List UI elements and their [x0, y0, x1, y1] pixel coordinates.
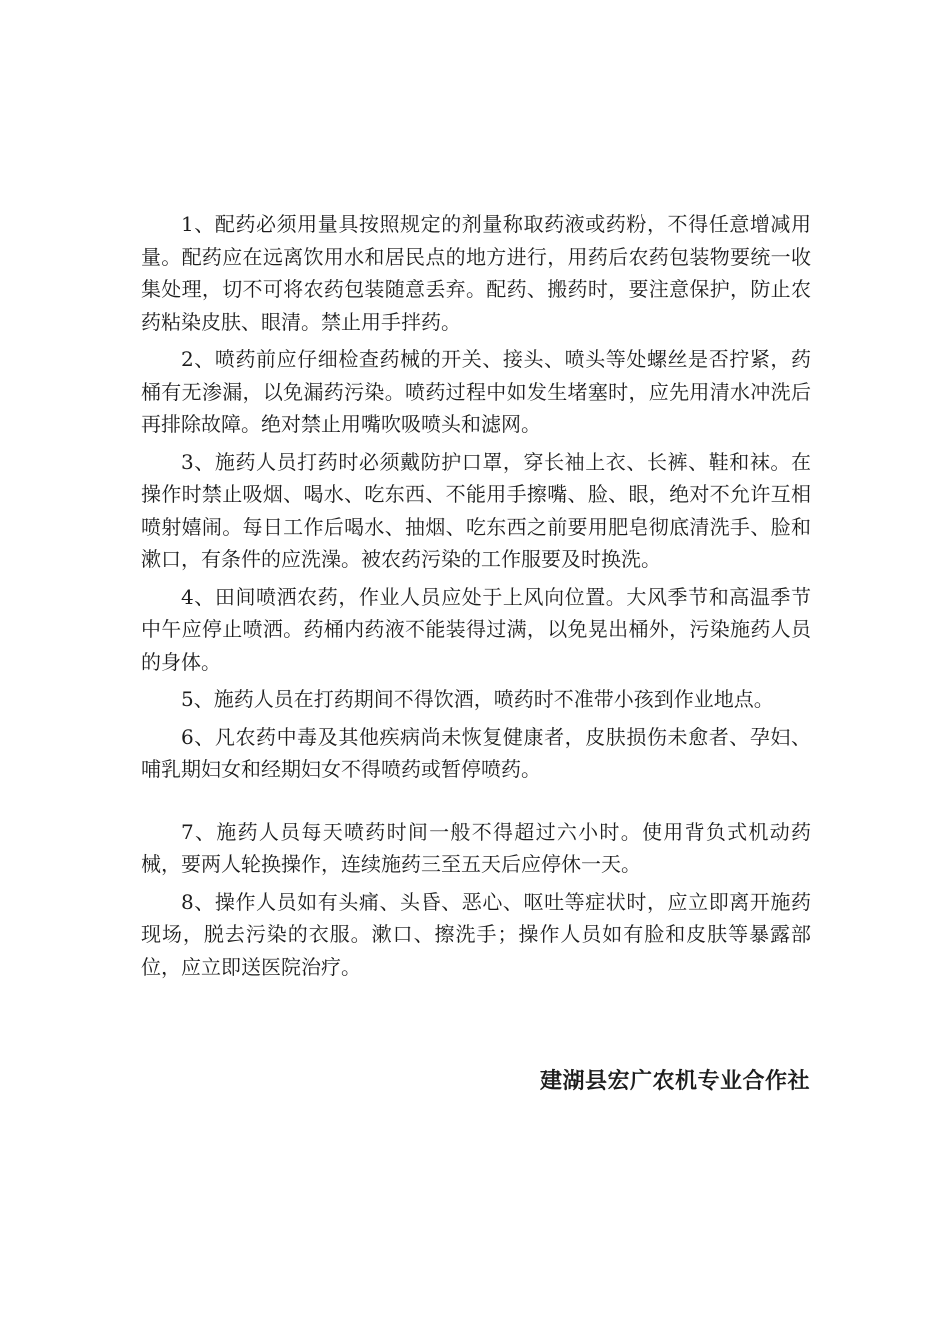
paragraph-3: 3、施药人员打药时必须戴防护口罩，穿长袖上衣、长裤、鞋和袜。在操作时禁止吸烟、喝水、吃东西、不能用手擦嘴、脸、眼，绝对不允许互相喷射嬉闹。每日工作后喝水、抽烟、吃东西之前要用肥皂彻底清洗手、脸和漱口，有条件的应洗澡。被农药污染的工作服要及时换洗。 — [141, 449, 811, 571]
paragraph-5: 5、施药人员在打药期间不得饮酒，喷药时不准带小孩到作业地点。 — [181, 687, 774, 711]
paragraph-4: 4、田间喷洒农药，作业人员应处于上风向位置。大风季节和高温季节中午应停止喷洒。药桶内药液不能装得过满，以免晃出桶外，污染施药人员的身体。 — [141, 584, 811, 674]
paragraph-1: 1、配药必须用量具按照规定的剂量称取药液或药粉，不得任意增减用量。配药应在远离饮用水和居民点的地方进行，用药后农药包装物要统一收集处理，切不可将农药包装随意丢弃。配药、搬药时，要注意保护，防止农药粘染皮肤、眼清。禁止用手拌药。 — [141, 212, 811, 334]
paragraph-7: 7、施药人员每天喷药时间一般不得超过六小时。使用背负式机动药械，要两人轮换操作，连续施药三至五天后应停休一天。 — [141, 819, 811, 876]
document-body — [141, 208, 811, 988]
paragraph-2: 2、喷药前应仔细检查药械的开关、接头、喷头等处螺丝是否拧紧，药桶有无渗漏，以免漏药污染。喷药过程中如发生堵塞时，应先用清水冲洗后再排除故障。绝对禁止用嘴吹吸喷头和滤网。 — [141, 347, 811, 436]
organization-signature: 建湖县宏广农机专业合作社 — [539, 1069, 810, 1094]
paragraph-8: 8、操作人员如有头痛、头昏、恶心、呕吐等症状时，应立即离开施药现场，脱去污染的衣服。漱口、擦洗手；操作人员如有脸和皮肤等暴露部位，应立即送医院治疗。 — [141, 889, 811, 979]
paragraph-6: 6、凡农药中毒及其他疾病尚未恢复健康者，皮肤损伤未愈者、孕妇、哺乳期妇女和经期妇女不得喷药或暂停喷药。 — [141, 724, 811, 781]
